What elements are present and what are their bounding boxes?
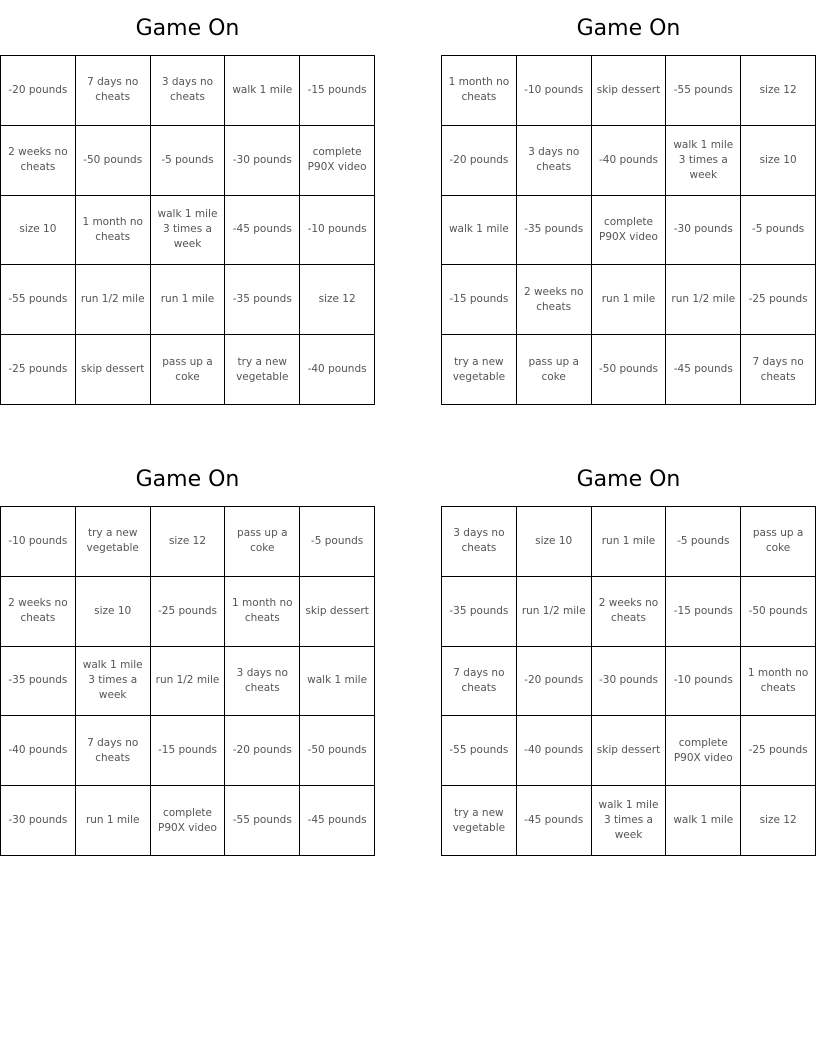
bingo-cell: pass up a coke [517,335,592,405]
bingo-cell: -20 pounds [442,126,517,196]
bingo-cell: 1 month no cheats [442,56,517,126]
bingo-cell: -35 pounds [442,577,517,647]
bingo-cell: pass up a coke [225,507,300,577]
bingo-cell: run 1/2 mile [517,577,592,647]
bingo-cell: -50 pounds [300,716,375,786]
bingo-cell: size 12 [741,56,816,126]
bingo-cell: -25 pounds [1,335,76,405]
bingo-cell: -15 pounds [666,577,741,647]
bingo-cell: 1 month no cheats [741,647,816,717]
bingo-cell: -45 pounds [300,786,375,856]
bingo-cell: -10 pounds [517,56,592,126]
bingo-cell: complete P90X video [592,196,667,266]
bingo-cell: size 10 [1,196,76,266]
bingo-cell: -45 pounds [517,786,592,856]
bingo-cell: complete P90X video [151,786,226,856]
bingo-cell: -5 pounds [151,126,226,196]
bingo-cell: walk 1 mile 3 times a week [76,647,151,717]
bingo-cell: walk 1 mile 3 times a week [666,126,741,196]
bingo-cell: -10 pounds [666,647,741,717]
bingo-grid [441,506,816,856]
bingo-cell: 3 days no cheats [151,56,226,126]
bingo-cell: -35 pounds [517,196,592,266]
bingo-cell: -20 pounds [225,716,300,786]
bingo-cell: run 1 mile [76,786,151,856]
bingo-cell: -45 pounds [666,335,741,405]
bingo-cell: try a new vegetable [442,786,517,856]
bingo-cell: 2 weeks no cheats [592,577,667,647]
bingo-cell: -15 pounds [442,265,517,335]
bingo-cell: -30 pounds [592,647,667,717]
card-title: Game On [135,16,240,41]
bingo-grid [441,55,816,405]
bingo-cell: 3 days no cheats [225,647,300,717]
bingo-cell: -10 pounds [300,196,375,266]
bingo-cell: -40 pounds [300,335,375,405]
bingo-cell: try a new vegetable [442,335,517,405]
bingo-cell: 2 weeks no cheats [1,577,76,647]
bingo-cell: -40 pounds [592,126,667,196]
bingo-cell: -10 pounds [1,507,76,577]
bingo-cell: -40 pounds [1,716,76,786]
bingo-cell: size 10 [517,507,592,577]
bingo-cell: -50 pounds [76,126,151,196]
card-title: Game On [135,467,240,492]
bingo-cell: pass up a coke [741,507,816,577]
bingo-cell: -5 pounds [300,507,375,577]
bingo-cell: skip dessert [76,335,151,405]
bingo-cell: size 10 [741,126,816,196]
bingo-cell: -55 pounds [1,265,76,335]
bingo-cell: 1 month no cheats [225,577,300,647]
bingo-cell: skip dessert [592,56,667,126]
bingo-cell: -20 pounds [517,647,592,717]
bingo-cell: walk 1 mile [225,56,300,126]
bingo-cell: 3 days no cheats [517,126,592,196]
bingo-cell: 1 month no cheats [76,196,151,266]
bingo-cell: size 10 [76,577,151,647]
card-title: Game On [576,467,681,492]
bingo-cell: -5 pounds [666,507,741,577]
bingo-cell: skip dessert [300,577,375,647]
bingo-cell: walk 1 mile [666,786,741,856]
bingo-cell: pass up a coke [151,335,226,405]
bingo-cell: -15 pounds [151,716,226,786]
bingo-cell: skip dessert [592,716,667,786]
bingo-cell: walk 1 mile [442,196,517,266]
bingo-cell: -35 pounds [225,265,300,335]
bingo-cell: -30 pounds [666,196,741,266]
bingo-cell: size 12 [300,265,375,335]
bingo-cell: -25 pounds [741,265,816,335]
bingo-cell: -45 pounds [225,196,300,266]
bingo-cell: try a new vegetable [76,507,151,577]
bingo-cell: size 12 [741,786,816,856]
bingo-cell: -40 pounds [517,716,592,786]
bingo-cell: run 1/2 mile [76,265,151,335]
bingo-cell: size 12 [151,507,226,577]
bingo-cell: run 1/2 mile [666,265,741,335]
bingo-cell: -55 pounds [442,716,517,786]
bingo-cell: 7 days no cheats [741,335,816,405]
bingo-cell: -50 pounds [741,577,816,647]
bingo-cell: -15 pounds [300,56,375,126]
bingo-cell: -5 pounds [741,196,816,266]
bingo-cell: 2 weeks no cheats [517,265,592,335]
bingo-cell: walk 1 mile 3 times a week [592,786,667,856]
bingo-cell: walk 1 mile 3 times a week [151,196,226,266]
bingo-cell: complete P90X video [300,126,375,196]
bingo-cell: -50 pounds [592,335,667,405]
bingo-cell: walk 1 mile [300,647,375,717]
bingo-cell: -25 pounds [151,577,226,647]
bingo-cell: 7 days no cheats [76,716,151,786]
bingo-grid [0,506,375,856]
bingo-cell: run 1 mile [592,265,667,335]
bingo-cell: 3 days no cheats [442,507,517,577]
card-title: Game On [576,16,681,41]
bingo-cell: run 1 mile [592,507,667,577]
bingo-cell: 2 weeks no cheats [1,126,76,196]
bingo-cell: 7 days no cheats [442,647,517,717]
bingo-cell: -35 pounds [1,647,76,717]
bingo-cell: run 1 mile [151,265,226,335]
bingo-cell: -55 pounds [225,786,300,856]
bingo-cell: -25 pounds [741,716,816,786]
bingo-grid [0,55,375,405]
bingo-cell: try a new vegetable [225,335,300,405]
bingo-cell: -30 pounds [225,126,300,196]
bingo-cell: complete P90X video [666,716,741,786]
bingo-cell: -20 pounds [1,56,76,126]
bingo-cell: run 1/2 mile [151,647,226,717]
bingo-cell: 7 days no cheats [76,56,151,126]
bingo-cell: -55 pounds [666,56,741,126]
bingo-cell: -30 pounds [1,786,76,856]
